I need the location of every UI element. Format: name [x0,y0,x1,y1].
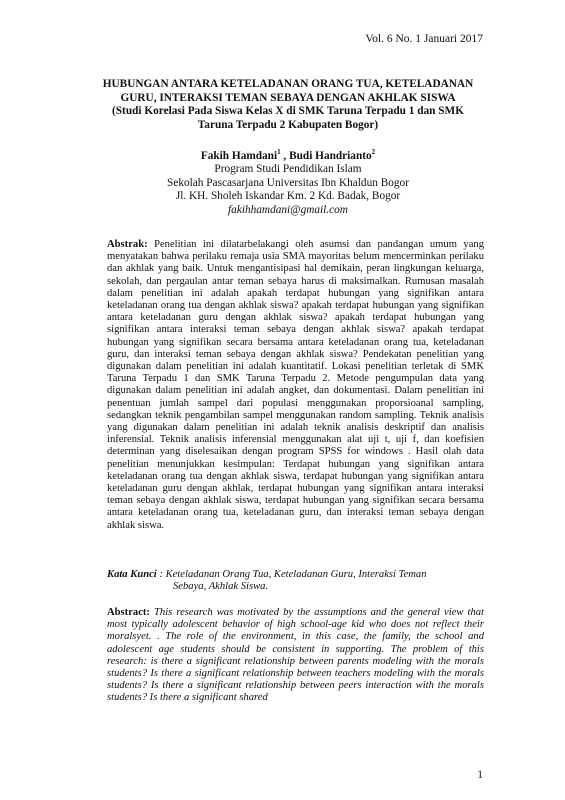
keywords-text: : Keteladanan Orang Tua, Keteladanan Guru, Interaksi Teman [159,569,427,580]
abstract-english [107,607,484,705]
author-email: fakihhamdani@gmail.com [228,203,348,216]
author-separator: , [280,149,290,162]
affiliation-line: Program Studi Pendidikan Islam [214,163,362,176]
author-name: Fakih Hamdani [200,149,278,162]
author-superscript: 1 [277,148,281,156]
keywords-block [107,569,484,593]
title-line: GURU, INTERAKSI TEMAN SEBAYA DENGAN AKHLAK SISWA [120,91,456,104]
abstract-en-label: Abstract: [107,607,150,618]
author-block [90,146,486,217]
author-superscript: 2 [371,148,376,156]
abstract-en-text: This research was motivated by the assumptions and the general view that most typically adolescent behavior of high school-age kid who does not reflect their moralsyet. . The role of the environment, in this case, the family, the school and adolescent age students should be consistent in supporting. The problem of this research: is there a significant relationship between parents modeling with the morals students? Is there a significant relationship between teachers modeling with the morals students? Is there a significant relationship between peers interaction with the morals students? Is there a significant shared [107,607,484,704]
keywords-label: Kata Kunci [107,569,157,580]
paper-title [90,78,486,132]
title-line: (Studi Korelasi Pada Siswa Kelas X di SMK Taruna Terpadu 1 dan SMK [112,105,464,117]
keywords-text-continued: Sebaya, Akhlak Siswa. [173,581,269,593]
page-number: 1 [477,769,483,781]
abstract-text: Penelitian ini dilatarbelakangi oleh asumsi dan pandangan umum yang menyatakan bahwa perilaku remaja usia SMA mayoritas belum mencerminkan perilaku dan akhlak yang baik. Untuk mengantisipasi hal demikain, peran lingkungan keluarga, sekolah, dan pergaulan antar teman sebaya harus di maksimalkan. Rumusan masalah dalam penelitian ini adalah apakah terdapat hubungan yang signifikan antara keteladanan orang tua dengan akhlak siswa? apakah terdapat hubungan yang signifikan antara keteladanan guru dengan akhlak siswa? apakah terdapat hubungan yang signifikan antara interaksi teman sebaya dengan akhlak siswa? apakah terdapat hubungan yang signifikan secara bersama antara keteladanan orang tua, keteladanan guru, dan interaksi teman sebaya dengan akhlak siswa? Pendekatan penelitian yang digunakan dalam penelitian ini adalah kuantitatif. Lokasi penelitian terletak di SMK Taruna Terpadu 1 dan SMK Taruna Terpadu 2. Metode pengumpulan data yang digunakan dalam penelitian ini adalah angket, dan dokumentasi. Dalam penelitian ini penentuan jumlah sampel dari populasi menggunakan proporsioanal sampling, sedangkan teknik pengambilan sampel menggunakan random sampling. Teknik analisis yang digunakan dalam penelitian ini adalah teknik analisis deskriptif dan analisis inferensial. Teknik analisis inferensial menggunakan alat uji t, uji f, dan koefisien determinan yang diselesaikan dengan program SPSS for windows . Hasil olah data penelitian menunjukkan kesimpulan: Terdapat hubungan yang signifikan antara keteladanan orang tua dengan akhlak siswa, terdapat hubungan yang signifikan antara keteladanan guru dengan akhlak, terdapat hubungan yang signifikan antara interaksi teman sebaya dengan akhlak siswa, terdapat hubungan yang signifikan secara bersama antara keteladanan orang tua, keteladanan guru, dan interaksi teman sebaya dengan akhlak siswa. [107,239,484,531]
affiliation-line: Sekolah Pascasarjana Universitas Ibn Khaldun Bogor [167,176,409,189]
author-names [90,146,486,163]
abstract-indonesian [107,239,484,532]
abstract-label: Abstrak: [107,239,148,250]
author-name: Budi Handrianto [289,149,372,162]
affiliation-line: Jl. KH. Sholeh Iskandar Km. 2 Kd. Badak, Bogor [175,190,401,203]
title-line: HUBUNGAN ANTARA KETELADANAN ORANG TUA, KETELADANAN [102,78,474,90]
journal-volume: Vol. 6 No. 1 Januari 2017 [365,33,483,45]
title-line: Taruna Terpadu 2 Kabupaten Bogor) [197,118,379,131]
